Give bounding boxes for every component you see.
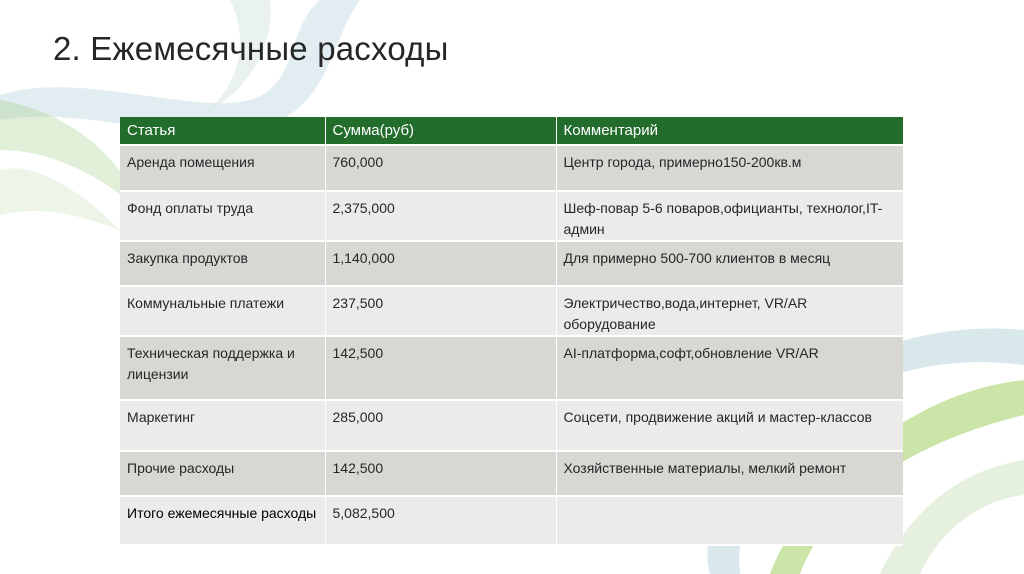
- cell-item: Техническая поддержка и лицензии: [120, 336, 325, 400]
- cell-comment: AI-платформа,софт,обновление VR/AR: [556, 336, 903, 400]
- table-row: [120, 451, 903, 496]
- header-item: Статья: [120, 117, 325, 145]
- cell-comment: Центр города, примерно150-200кв.м: [556, 145, 903, 191]
- table-row: [120, 286, 903, 336]
- cell-amount: 2,375,000: [325, 191, 556, 241]
- table-header-row: [120, 117, 903, 145]
- table-row: [120, 241, 903, 286]
- cell-amount: 142,500: [325, 336, 556, 400]
- header-amount: Сумма(руб): [325, 117, 556, 145]
- cell-comment: Хозяйственные материалы, мелкий ремонт: [556, 451, 903, 496]
- cell-item: Аренда помещения: [120, 145, 325, 191]
- table-row: [120, 145, 903, 191]
- table-row: [120, 191, 903, 241]
- cell-comment: Соцсети, продвижение акций и мастер-классов: [556, 400, 903, 451]
- cell-amount: 237,500: [325, 286, 556, 336]
- cell-amount: 285,000: [325, 400, 556, 451]
- cell-item: Коммунальные платежи: [120, 286, 325, 336]
- cell-comment: Шеф-повар 5-6 поваров,официанты, технолог,IT-админ: [556, 191, 903, 241]
- cell-comment: Для примерно 500-700 клиентов в месяц: [556, 241, 903, 286]
- cell-total-amount: 5,082,500: [325, 496, 556, 545]
- table-row: [120, 336, 903, 400]
- cell-amount: 760,000: [325, 145, 556, 191]
- cell-item: Фонд оплаты труда: [120, 191, 325, 241]
- expenses-table: [120, 117, 903, 546]
- cell-amount: 1,140,000: [325, 241, 556, 286]
- header-comment: Комментарий: [556, 117, 903, 145]
- cell-item: Прочие расходы: [120, 451, 325, 496]
- cell-total-comment: [556, 496, 903, 545]
- cell-amount: 142,500: [325, 451, 556, 496]
- page-title: 2. Ежемесячные расходы: [53, 30, 449, 67]
- cell-item: Маркетинг: [120, 400, 325, 451]
- cell-item: Закупка продуктов: [120, 241, 325, 286]
- table-row: [120, 400, 903, 451]
- cell-comment: Электричество,вода,интернет, VR/AR оборудование: [556, 286, 903, 336]
- table-row-total: [120, 496, 903, 545]
- cell-total-label: Итого ежемесячные расходы: [120, 496, 325, 545]
